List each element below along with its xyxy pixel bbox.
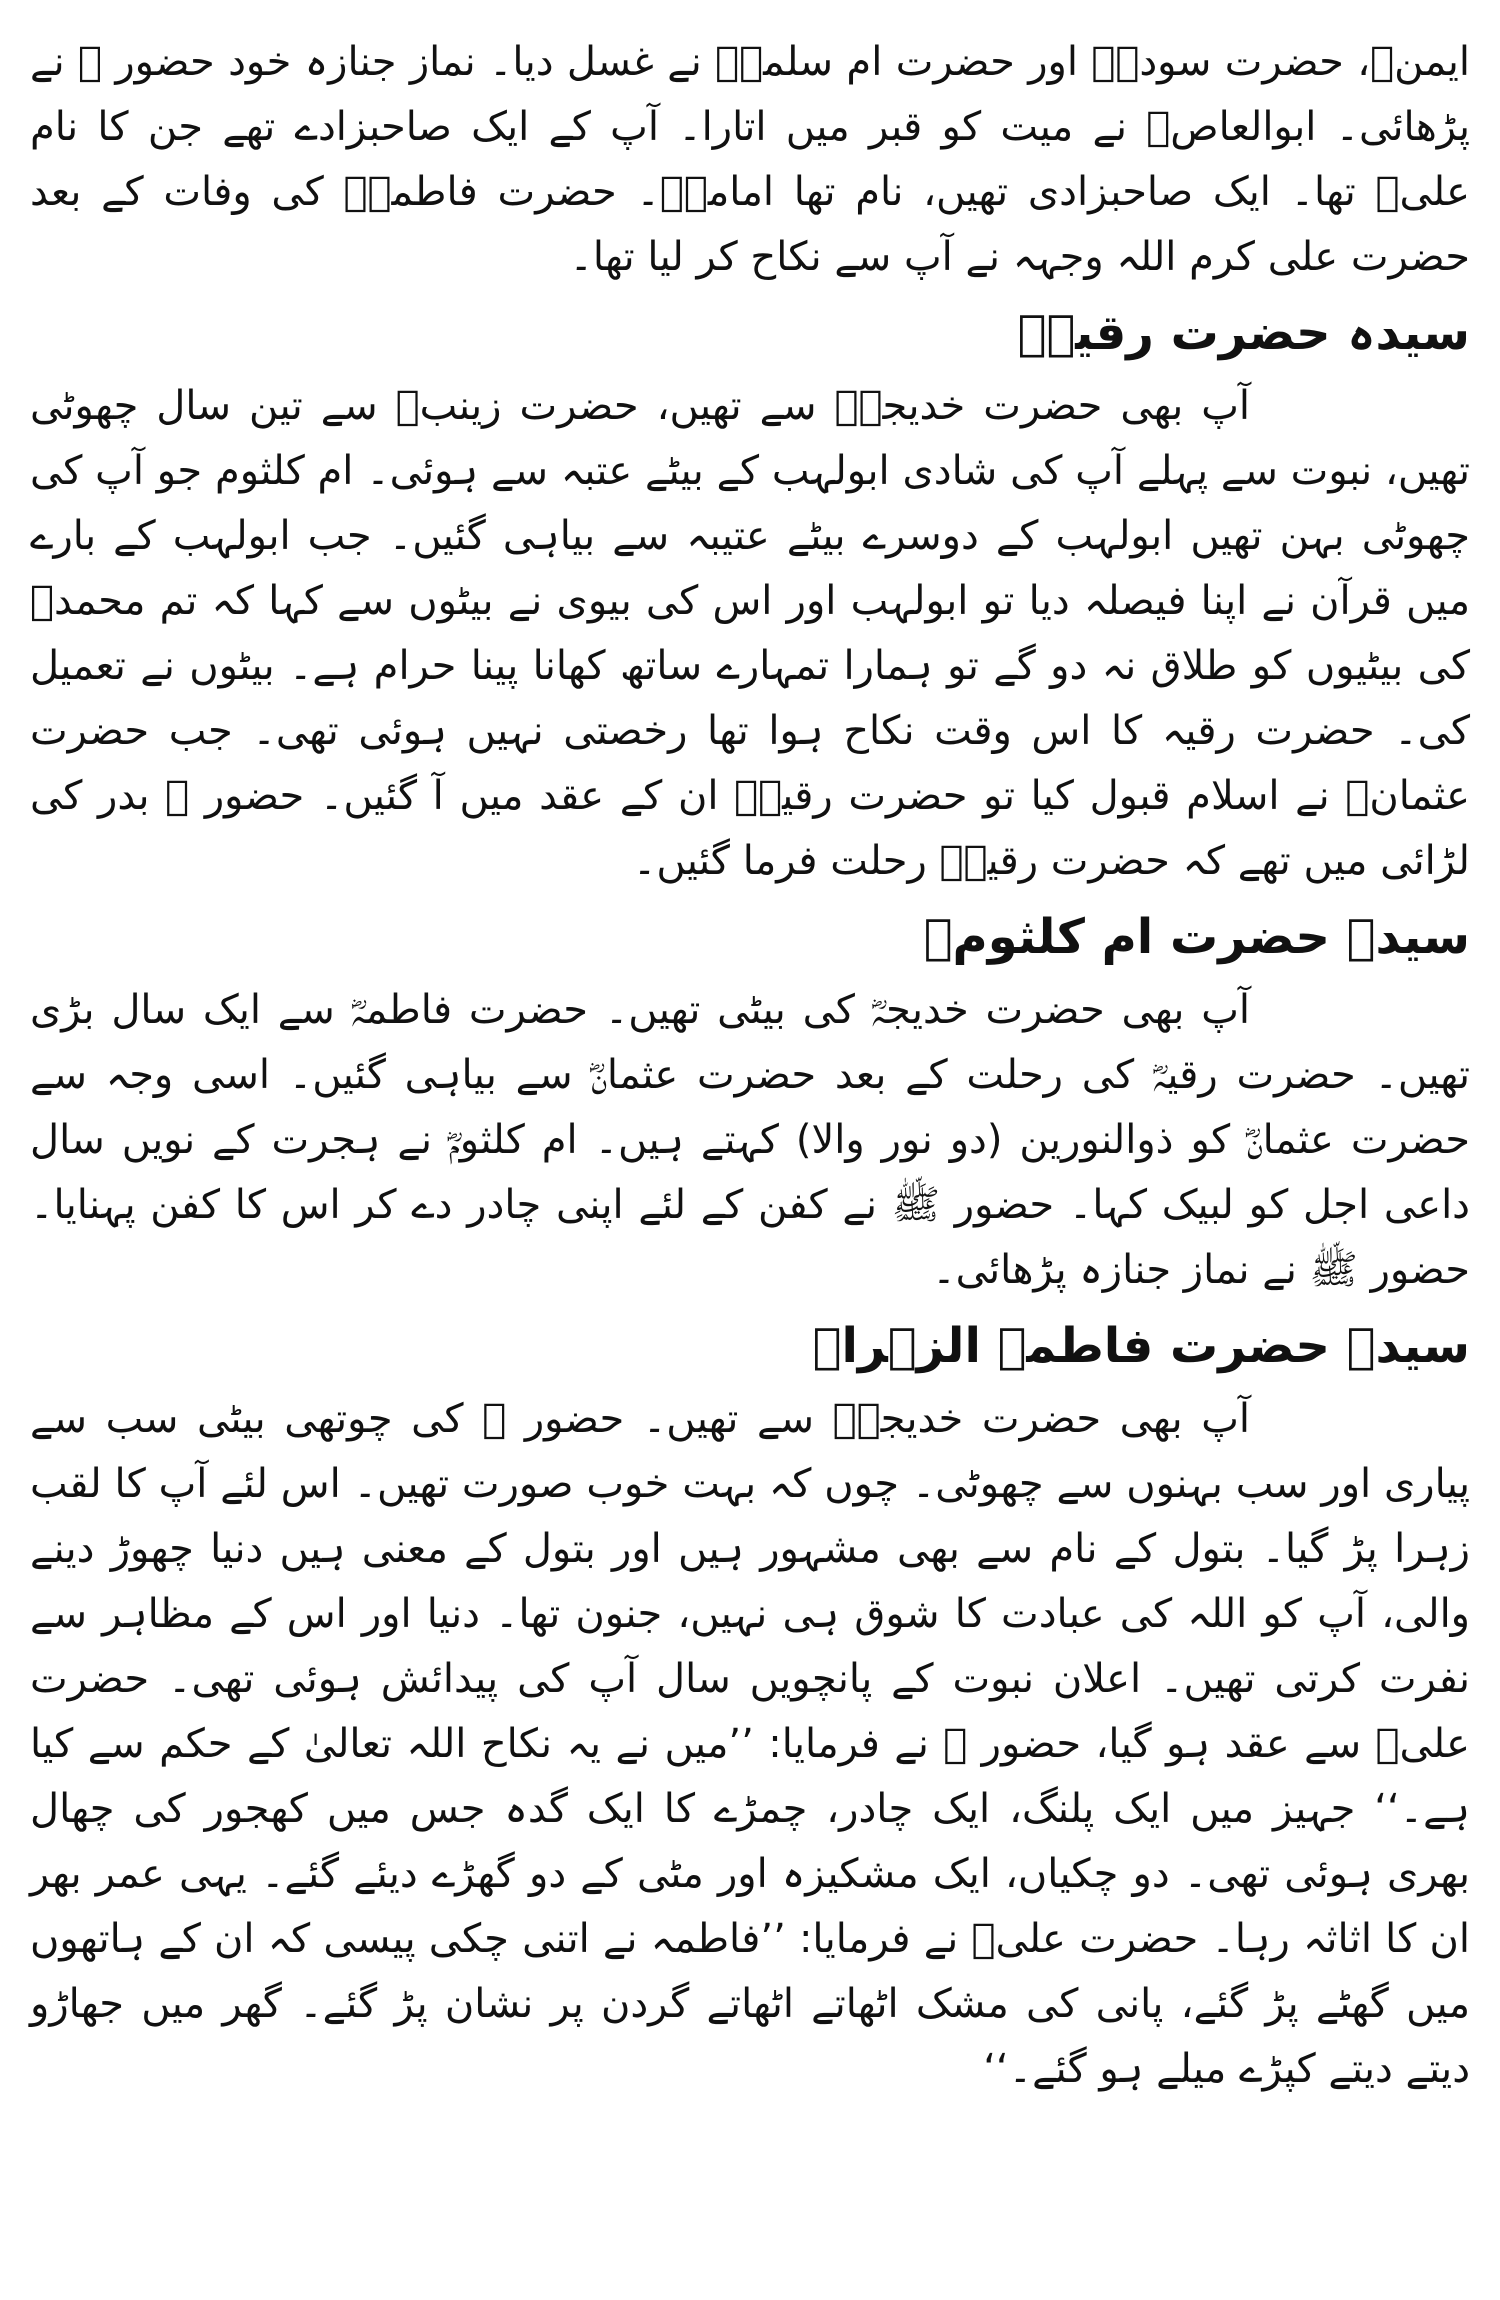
heading-ruqayyah: سیدہ حضرت رقیہؓ <box>1017 305 1470 361</box>
intro-paragraph: ایمنؓ، حضرت سودہؓ اور حضرت ام سلمہؓ نے غسل دیا۔ نماز جنازہ خود حضور ﷺ نے پڑھائی۔ ابوالعاصؓ نے میت کو قبر میں اتارا۔ آپ کے ایک صاحبزادے تھے جن کا نام علیؓ تھا۔ ایک صاحبزادی تھیں، نام تھا امامہؓ۔ حضرت فاطمہؓ کی وفات کے بعد حضرت علی کرم اللہ وجہہ نے آپ سے نکاح کر لیا تھا۔ <box>30 39 1470 280</box>
paragraph-ruqayyah: آپ بھی حضرت خدیجہؓ سے تھیں، حضرت زینبؓ سے تین سال چھوٹی تھیں، نبوت سے پہلے آپ کی شادی ابولہب کے بیٹے عتبہ سے ہوئی۔ ام کلثوم جو آپ کی چھوٹی بہن تھیں ابولہب کے دوسرے بیٹے عتیبہ سے بیاہی گئیں۔ جب ابولہب کے بارے میں قرآن نے اپنا فیصلہ دیا تو ابولہب اور اس کی بیوی نے بیٹوں سے کہا کہ تم محمدؐ کی بیٹیوں کو طلاق نہ دو گے تو ہمارا تمہارے ساتھ کھانا پینا حرام ہے۔ بیٹوں نے تعمیل کی۔ حضرت رقیہ کا اس وقت نکاح ہوا تھا رخصتی نہیں ہوئی تھی۔ جب حضرت عثمانؓ نے اسلام قبول کیا تو حضرت رقیہؓ ان کے عقد میں آ گئیں۔ حضور ﷺ بدر کی لڑائی میں تھے کہ حضرت رقیہؓ رحلت فرما گئیں۔ <box>30 383 1470 884</box>
heading-fatima: سیدہ حضرت فاطمہ الزہراؓ <box>812 1318 1470 1374</box>
heading-umm-kulthum: سیدہ حضرت ام کلثومؓ <box>923 909 1470 965</box>
paragraph-umm-kulthum: آپ بھی حضرت خدیجہؓ کی بیٹی تھیں۔ حضرت فاطمہؓ سے ایک سال بڑی تھیں۔ حضرت رقیہؓ کی رحلت کے بعد حضرت عثمانؓ سے بیاہی گئیں۔ اسی وجہ سے حضرت عثمانؓ کو ذوالنورین (دو نور والا) کہتے ہیں۔ ام کلثومؓ نے ہجرت کے نویں سال داعی اجل کو لبیک کہا۔ حضور ﷺ نے کفن کے لئے اپنی چادر دے کر اس کا کفن پہنایا۔ حضور ﷺ نے نماز جنازہ پڑھائی۔ <box>30 987 1470 1293</box>
paragraph-fatima: آپ بھی حضرت خدیجہؓ سے تھیں۔ حضور ﷺ کی چوتھی بیٹی سب سے پیاری اور سب بہنوں سے چھوٹی۔ چوں کہ بہت خوب صورت تھیں۔ اس لئے آپ کا لقب زہرا پڑ گیا۔ بتول کے نام سے بھی مشہور ہیں اور بتول کے معنی ہیں دنیا چھوڑ دینے والی، آپ کو اللہ کی عبادت کا شوق ہی نہیں، جنون تھا۔ دنیا اور اس کے مظاہر سے نفرت کرتی تھیں۔ اعلان نبوت کے پانچویں سال آپ کی پیدائش ہوئی تھی۔ حضرت علیؓ سے عقد ہو گیا، حضور ﷺ نے فرمایا: ’’میں نے یہ نکاح اللہ تعالیٰ کے حکم سے کیا ہے۔‘‘ جہیز میں ایک پلنگ، ایک چادر، چمڑے کا ایک گدہ جس میں کھجور کی چھال بھری ہوئی تھی۔ دو چکیاں، ایک مشکیزہ اور مٹی کے دو گھڑے دیئے گئے۔ یہی عمر بھر ان کا اثاثہ رہا۔ حضرت علیؓ نے فرمایا: ’’فاطمہ نے اتنی چکی پیسی کہ ان کے ہاتھوں میں گھٹے پڑ گئے، پانی کی مشک اٹھاتے اٹھاتے گردن پر نشان پڑ گئے۔ گھر میں جھاڑو دیتے دیتے کپڑے میلے ہو گئے۔‘‘ <box>30 1396 1471 2092</box>
